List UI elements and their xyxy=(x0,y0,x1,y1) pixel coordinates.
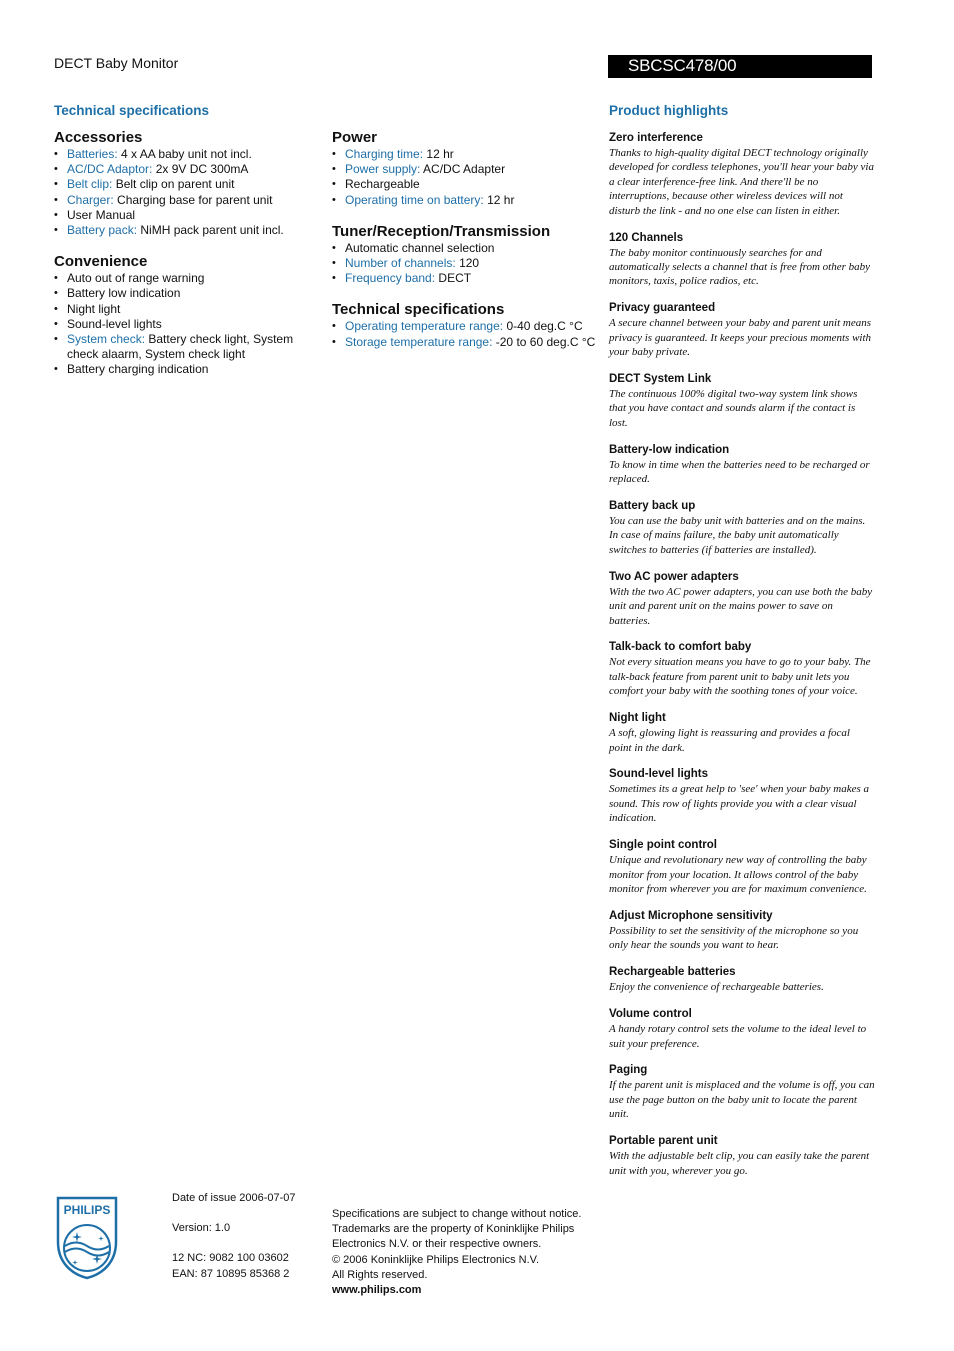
legal-line: Specifications are subject to change without notice. xyxy=(332,1208,582,1220)
highlight-text: The continuous 100% digital two-way system link shows that you have contact and sounds alarm if the contact is lost. xyxy=(609,387,858,429)
spec-group-title: Accessories xyxy=(54,129,143,146)
spec-value: Sound-level lights xyxy=(67,316,162,331)
spec-value: 12 hr xyxy=(426,147,454,161)
spec-item xyxy=(54,177,324,192)
spec-value: Auto out of range warning xyxy=(67,271,205,286)
website-link[interactable]: www.philips.com xyxy=(332,1284,422,1297)
spec-value: Automatic channel selection xyxy=(345,240,495,255)
spec-label: Number of channels: xyxy=(345,256,456,271)
highlight-title: Sound-level lights xyxy=(609,768,709,781)
spec-value: Charging base for parent unit xyxy=(117,192,273,207)
philips-logo-text: PHILIPS xyxy=(63,1203,111,1217)
spec-value: 0-40 deg.C °C xyxy=(506,319,583,334)
highlight-text: Possibility to set the sensitivity of the microphone so you only hear the sounds you want to hear. xyxy=(609,924,859,952)
spec-item xyxy=(54,208,324,223)
spec-item xyxy=(332,162,600,177)
spec-value: AC/DC Adapter xyxy=(423,162,506,177)
date-of-issue: Date of issue 2006-07-07 xyxy=(172,1192,296,1204)
highlight-text: With the adjustable belt clip, you can easily take the parent unit with you, wherever you go. xyxy=(609,1150,870,1177)
spec-item xyxy=(332,335,600,350)
highlight-text: Unique and revolutionary new way of controlling the baby monitor from your location. It allows control of the baby monitor from wherever you are for maximum convenience. xyxy=(609,854,867,895)
spec-value: 4 x AA baby unit not incl. xyxy=(121,147,252,161)
spec-item xyxy=(332,147,600,162)
spec-value: 2x 9V DC 300mA xyxy=(155,162,249,177)
legal-line: Electronics N.V. or their respective owners. xyxy=(332,1238,542,1251)
spec-value: 12 hr xyxy=(487,192,515,207)
spec-group xyxy=(332,301,600,349)
spec-label: Charger: xyxy=(67,192,114,207)
issue-info xyxy=(172,1191,322,1282)
highlight-text: Not every situation means you have to go to your baby. The talk-back feature from parent unit to baby unit lets you comfort your baby with the soothing tones of your voice. xyxy=(609,656,871,698)
document-title: DECT Baby Monitor xyxy=(54,55,179,71)
spec-label: Power supply: xyxy=(345,162,421,177)
spec-item xyxy=(332,193,600,208)
highlight-item xyxy=(609,443,875,487)
highlight-text: The baby monitor continuously searches for and automatically selects a channel that is free from other baby monitors, taxis, police radios, etc. xyxy=(609,246,870,288)
spec-item xyxy=(332,271,600,286)
spec-value: Night light xyxy=(67,301,121,316)
highlight-title: 120 Channels xyxy=(609,231,684,244)
spec-item xyxy=(332,177,600,192)
spec-item xyxy=(54,317,324,332)
highlight-title: Two AC power adapters xyxy=(609,570,739,583)
highlight-item xyxy=(609,499,875,557)
spec-label: Frequency band: xyxy=(345,271,436,286)
highlight-text: If the parent unit is misplaced and the volume is off, you can use the page button on the baby unit to locate the parent unit. xyxy=(609,1079,875,1121)
spec-list xyxy=(54,147,324,238)
spec-list xyxy=(332,147,600,208)
highlight-title: Battery back up xyxy=(609,500,696,512)
spec-value: Battery charging indication xyxy=(67,362,209,377)
spec-list xyxy=(332,319,600,349)
highlight-item xyxy=(609,1063,875,1121)
highlight-title: Single point control xyxy=(609,839,717,852)
specs-heading: Technical specifications xyxy=(54,103,210,118)
ean-code: EAN: 87 10895 85368 2 xyxy=(172,1267,290,1280)
spec-label: AC/DC Adaptor: xyxy=(67,162,153,177)
highlight-item xyxy=(609,1007,875,1051)
highlight-text: Enjoy the convenience of rechargeable batteries. xyxy=(609,981,824,994)
highlight-title: Battery-low indication xyxy=(609,443,730,456)
highlight-item xyxy=(609,909,875,953)
highlight-text: With the two AC power adapters, you can use both the baby unit and parent unit on the mains power to save on batteries. xyxy=(609,585,873,627)
highlight-title: Night light xyxy=(609,712,666,725)
spec-value: -20 to 60 deg.C °C xyxy=(495,334,596,349)
spec-item xyxy=(54,147,324,162)
highlight-title: Zero interference xyxy=(609,132,703,144)
highlight-title: Privacy guaranteed xyxy=(609,302,716,315)
spec-item xyxy=(54,286,324,301)
highlight-text: A soft, glowing light is reassuring and provides a focal point in the dark. xyxy=(609,727,850,754)
highlight-title: DECT System Link xyxy=(609,372,712,385)
highlight-title: Paging xyxy=(609,1064,648,1077)
legal-notice xyxy=(332,1207,602,1298)
highlight-item xyxy=(609,1134,875,1178)
highlight-item xyxy=(609,231,875,289)
spec-group-title: Convenience xyxy=(54,253,148,271)
spec-label: Belt clip: xyxy=(67,177,113,192)
legal-line: © 2006 Koninklijke Philips Electronics N.V. xyxy=(332,1253,540,1266)
spec-item xyxy=(54,302,324,317)
spec-label: Battery pack: xyxy=(67,223,138,238)
spec-value: Belt clip on parent unit xyxy=(115,177,235,192)
specs-column-middle xyxy=(332,129,600,365)
spec-group-title: Tuner/Reception/Transmission xyxy=(332,222,551,240)
spec-group xyxy=(332,129,600,208)
highlight-item xyxy=(609,372,875,430)
highlight-item xyxy=(609,965,875,994)
spec-label: Operating temperature range: xyxy=(345,319,504,334)
highlight-item xyxy=(609,301,875,359)
highlights-heading: Product highlights xyxy=(609,103,729,118)
highlight-title: Talk-back to comfort baby xyxy=(609,641,752,654)
highlight-text: Sometimes its a great help to 'see' when your baby makes a sound. This row of lights provide you with a clear visual indication. xyxy=(609,783,869,825)
spec-item xyxy=(54,332,324,362)
spec-group xyxy=(54,253,324,377)
highlight-item xyxy=(609,711,875,755)
spec-group xyxy=(332,223,600,287)
highlight-text: To know in time when the batteries need to be recharged or replaced. xyxy=(609,458,870,486)
spec-item xyxy=(332,241,600,256)
version: Version: 1.0 xyxy=(172,1222,231,1235)
highlight-text: A handy rotary control sets the volume to the ideal level to suit your preference. xyxy=(609,1023,867,1050)
spec-value: Battery low indication xyxy=(67,286,181,301)
highlight-item xyxy=(609,767,875,825)
highlights-list xyxy=(609,131,875,1190)
spec-list xyxy=(54,271,324,377)
highlight-title: Rechargeable batteries xyxy=(609,966,736,979)
highlight-text: A secure channel between your baby and parent unit means privacy is guaranteed. It keeps your precious moments with your baby private. xyxy=(609,317,872,359)
spec-value: DECT xyxy=(438,271,472,286)
specs-column-left xyxy=(54,129,324,393)
spec-value: Rechargeable xyxy=(345,177,420,192)
legal-line: Trademarks are the property of Koninklijke Philips xyxy=(332,1223,575,1236)
highlight-text: You can use the baby unit with batteries and on the mains. In case of mains failure, the baby unit automatically switches to batteries (if batteries are installed). xyxy=(609,515,866,556)
highlight-item xyxy=(609,131,875,218)
spec-value: Battery check light, System check alaarm, System check light xyxy=(67,332,294,362)
spec-item xyxy=(54,162,324,177)
spec-item xyxy=(54,362,324,377)
spec-group xyxy=(54,129,324,238)
spec-value: NiMH pack parent unit incl. xyxy=(140,223,284,238)
spec-item xyxy=(332,256,600,271)
spec-item xyxy=(54,271,324,286)
spec-item xyxy=(54,223,324,238)
legal-line: All Rights reserved. xyxy=(332,1268,428,1281)
spec-list xyxy=(332,241,600,287)
spec-value: 120 xyxy=(459,256,480,271)
model-number: SBCSC478/00 xyxy=(628,56,737,75)
spec-label: Batteries: xyxy=(67,147,118,161)
highlight-title: Portable parent unit xyxy=(609,1135,718,1148)
model-number-bar xyxy=(608,55,872,78)
spec-group-title: Power xyxy=(332,129,378,146)
spec-label: System check: xyxy=(67,332,146,347)
philips-logo xyxy=(55,1196,119,1280)
highlight-title: Volume control xyxy=(609,1008,692,1021)
spec-label: Charging time: xyxy=(345,147,424,161)
highlight-text: Thanks to high-quality digital DECT technology originally developed for cordless telephones, you'll hear your baby via a clear interference-free link. And there'll be no interruptions, because other wireless devices will not disturb the link - and no one else can listen in either. xyxy=(609,147,874,217)
spec-value: User Manual xyxy=(67,207,136,222)
nc-code: 12 NC: 9082 100 03602 xyxy=(172,1252,289,1265)
spec-label: Operating time on battery: xyxy=(345,192,484,207)
spec-item xyxy=(54,193,324,208)
spec-item xyxy=(332,319,600,334)
highlight-item xyxy=(609,640,875,698)
highlight-item xyxy=(609,838,875,896)
spec-group-title: Technical specifications xyxy=(332,301,505,319)
highlight-title: Adjust Microphone sensitivity xyxy=(609,909,773,922)
highlight-item xyxy=(609,570,875,628)
spec-label: Storage temperature range: xyxy=(345,334,493,349)
